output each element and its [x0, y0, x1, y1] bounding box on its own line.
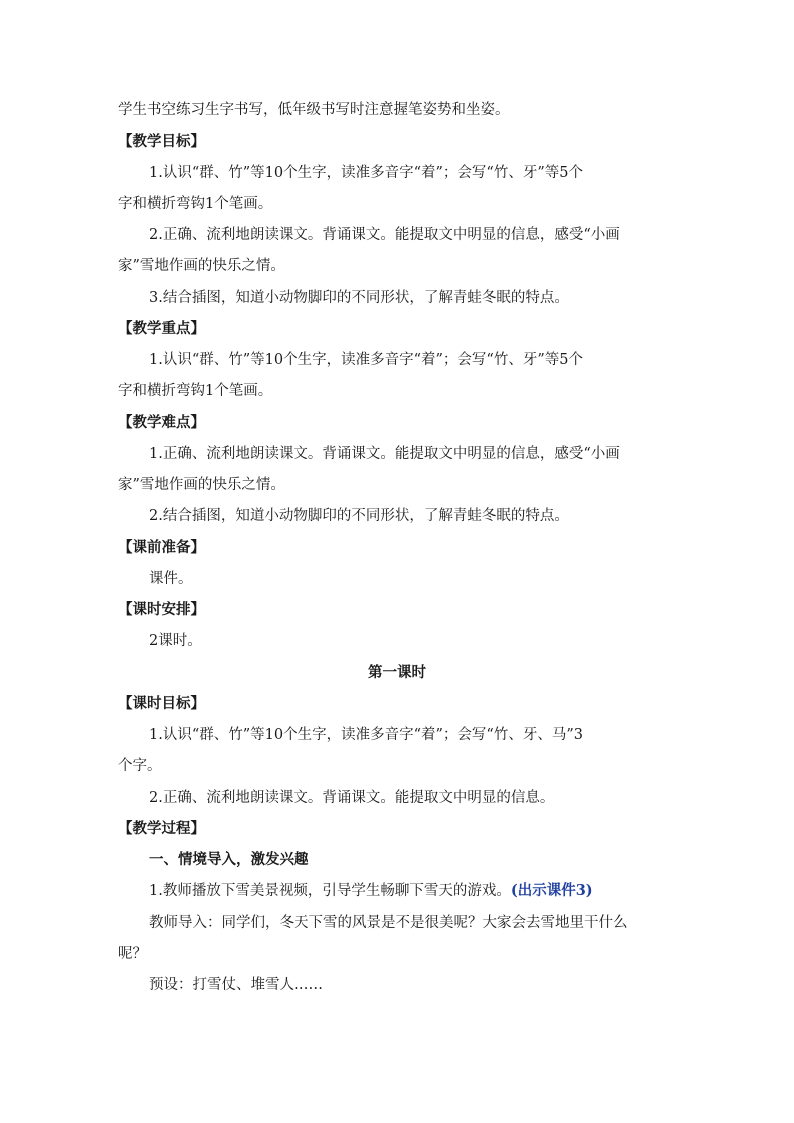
paragraph-line: 1.认识“群、竹”等10个生字，读准多音字“着”；会写“竹、牙”等5个 — [149, 165, 583, 181]
paragraph-line: 家”雪地作画的快乐之情。 — [118, 477, 285, 493]
paragraph-line: 2.正确、流利地朗读课文。背诵课文。能提取文中明显的信息。 — [149, 790, 555, 806]
paragraph-line: 1.认识“群、竹”等10个生字，读准多音字“着”；会写“竹、牙、马”3 — [149, 727, 583, 743]
paragraph-line: 1.认识“群、竹”等10个生字，读准多音字“着”；会写“竹、牙”等5个 — [149, 352, 583, 368]
section-heading-difficulties: 【教学难点】 — [118, 414, 205, 431]
paragraph-line: 个字。 — [118, 758, 162, 774]
paragraph-line: 2课时。 — [149, 633, 202, 649]
paragraph-line — [149, 881, 593, 901]
paragraph-line: 2.正确、流利地朗读课文。背诵课文。能提取文中明显的信息，感受“小画 — [149, 227, 620, 243]
section-heading-key-points: 【教学重点】 — [118, 320, 205, 337]
paragraph-line: 3.结合插图，知道小动物脚印的不同形状，了解青蛙冬眠的特点。 — [149, 290, 569, 306]
lesson-title: 第一课时 — [368, 664, 426, 681]
subsection-heading: 一、情境导入，激发兴趣 — [149, 851, 309, 868]
paragraph-line: 字和横折弯钩1个笔画。 — [118, 383, 273, 399]
paragraph-line: 教师导入：同学们，冬天下雪的风景是不是很美呢？大家会去雪地里干什么 — [149, 915, 628, 931]
paragraph-text: 1.教师播放下雪美景视频，引导学生畅聊下雪天的游戏。 — [149, 883, 511, 899]
paragraph-line: 字和横折弯钩1个笔画。 — [118, 196, 273, 212]
paragraph-line: 家”雪地作画的快乐之情。 — [118, 258, 285, 274]
paragraph-line: 2.结合插图，知道小动物脚印的不同形状，了解青蛙冬眠的特点。 — [149, 508, 569, 524]
paragraph-line: 课件。 — [149, 571, 193, 587]
section-heading-teaching-goals: 【教学目标】 — [118, 133, 205, 150]
paragraph-line: 呢？ — [118, 946, 147, 962]
section-heading-process: 【教学过程】 — [118, 820, 205, 837]
section-heading-schedule: 【课时安排】 — [118, 601, 205, 618]
paragraph-line: 预设：打雪仗、堆雪人…… — [149, 977, 323, 993]
paragraph-line: 1.正确、流利地朗读课文。背诵课文。能提取文中明显的信息，感受“小画 — [149, 446, 620, 462]
section-heading-preparation: 【课前准备】 — [118, 539, 205, 556]
paragraph-line: 学生书空练习生字书写，低年级书写时注意握笔姿势和坐姿。 — [118, 102, 510, 118]
section-heading-lesson-goals: 【课时目标】 — [118, 695, 205, 712]
courseware-reference: (出示课件3) — [510, 882, 593, 899]
